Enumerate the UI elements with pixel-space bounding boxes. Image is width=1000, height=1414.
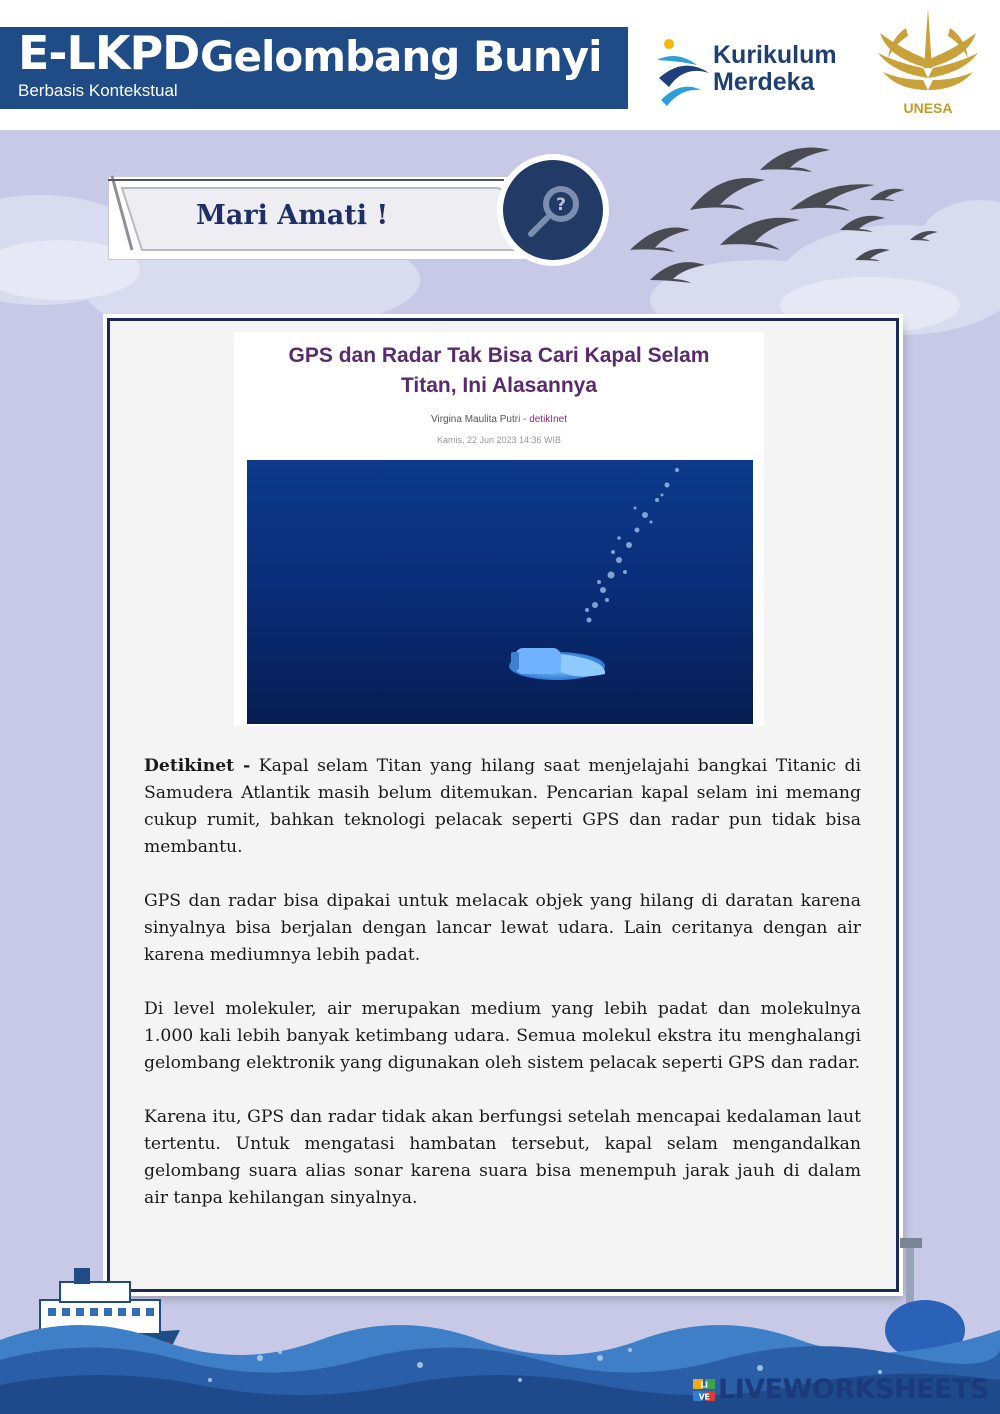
submarine-periscope-icon [885,1238,965,1360]
unesa-label: UNESA [903,100,953,116]
headline-line2: Titan, Ini Alasannya [400,374,598,397]
headline-line1: GPS dan Radar Tak Bisa Cari Kapal Selam [288,344,710,367]
news-source: detikInet [529,414,567,425]
liveworksheets-watermark [693,1374,989,1406]
section-label: Mari Amati ! [196,200,389,231]
news-headline [234,341,764,401]
news-author: Virgina Maulita Putri [430,414,521,425]
news-date: Kamis, 22 Jun 2023 14:36 WIB [436,435,562,445]
liveworksheets-logo-icon [693,1379,715,1401]
magnifier-question-icon [495,150,611,270]
topic-title: Gelombang Bunyi [200,32,602,81]
paragraph-2: GPS dan radar bisa dipakai untuk melacak objek yang hilang di daratan karena sinyalnya bisa berjalan dengan lancar lewat udara. Lain ceritanya dengan air karena mediumnya lebih padat. [144,891,861,965]
watermark-text: LIVEWORKSHEETS [718,1374,989,1405]
partner-line2: Merdeka [713,68,815,96]
kurikulum-merdeka-text [713,42,837,96]
byline-separator: - [520,414,530,425]
paragraph-3: Di level molekuler, air merupakan medium yang lebih padat dan molekulnya 1.000 kali lebih banyak ketimbang udara. Semua molekul ekstra itu menghalangi gelombang elektronik yang digunakan oleh sistem pelacak seperti GPS dan radar. [144,999,861,1073]
article-body [144,753,861,1239]
news-byline [234,414,764,425]
paragraph-1 [144,753,861,861]
badge-top-letters: LI [700,1380,708,1390]
svg-text:?: ? [556,195,566,215]
submarine-photo [247,460,753,724]
brand-title: E-LKPD [18,26,200,80]
paragraph-4: Karena itu, GPS dan radar tidak akan berfungsi setelah mencapai kedalaman laut tertentu. Untuk mengatasi hambatan tersebut, kapal selam mengandalkan gelombang suara alias sonar karena suara bisa menempuh jarak jauh di dalam air tanpa kehilangan sinyalnya. [144,1107,861,1208]
lead-source: Detikinet - [144,756,251,776]
badge-bottom-letters: VE [698,1392,710,1401]
partner-line1: Kurikulum [713,41,837,69]
paragraph-1-text: Kapal selam Titan yang hilang saat menjelajahi bangkai Titanic di Samudera Atlantik masih belum ditemukan. Pencarian kapal selam ini memang cukup rumit, bahkan teknologi pelacak seperti GPS dan radar pun tidak bisa membantu. [144,756,861,857]
tagline: Berbasis Kontekstual [18,81,178,100]
